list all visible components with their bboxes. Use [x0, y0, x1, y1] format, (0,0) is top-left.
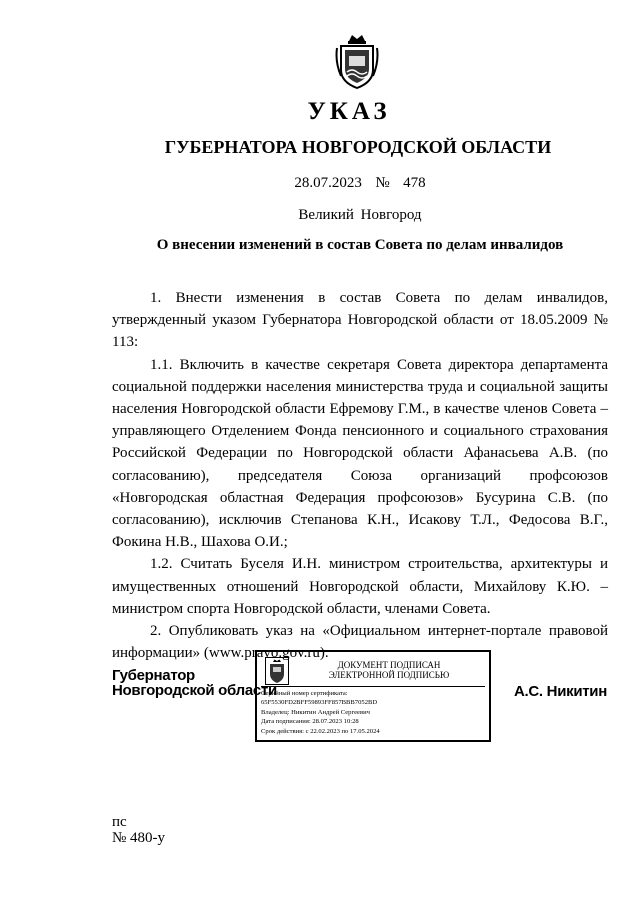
document-city: Великий Новгород — [298, 207, 422, 223]
document-type-title: УКАЗ — [307, 98, 391, 125]
footer-line1: пс — [112, 814, 127, 830]
signatory-role-line2: Новгородской области — [112, 682, 277, 699]
stamp-cert-serial: 65F5530FD2BFF59893FF857BBB7052BD — [261, 699, 378, 707]
footer-line2: № 480-у — [112, 830, 166, 846]
document-subject: О внесении изменений в состав Совета по делам инвалидов — [156, 237, 564, 253]
paragraph-1: 1. Внести изменения в состав Совета по делам инвалидов, утвержденный указом Губернатора Новгородской области от 18.05.2009 № 113: — [112, 290, 608, 351]
stamp-divider — [261, 686, 485, 687]
paragraph-2: 2. Опубликовать указ на «Официальном интернет-портале правовой информации» (www.pravo.gov.ru). — [112, 623, 608, 662]
stamp-cert-label: Серийный номер сертификата: — [261, 690, 348, 697]
document-date-number — [0, 175, 640, 192]
stamp-validity: Срок действия: с 22.02.2023 по 17.05.2024 — [261, 727, 380, 735]
signatory-role-line1: Губернатор — [112, 667, 195, 684]
stamp-coat-of-arms-icon — [265, 657, 289, 685]
document-number: 478 — [403, 175, 426, 191]
electronic-signature-stamp — [255, 650, 491, 742]
stamp-heading — [293, 660, 485, 680]
stamp-details — [261, 689, 380, 736]
document-body — [112, 287, 608, 664]
document-date: 28.07.2023 — [294, 175, 362, 191]
stamp-heading-line1: ДОКУМЕНТ ПОДПИСАН — [337, 660, 441, 670]
stamp-owner: Владелец: Никитин Андрей Сергеевич — [261, 708, 370, 716]
signatory-name: А.С. Никитин — [514, 683, 607, 700]
number-sign: № — [375, 175, 390, 191]
paragraph-1-1: 1.1. Включить в качестве секретаря Совета директора департамента социальной поддержки населения министерства труда и социальной защиты населения Новгородской области Ефремову Г.М., в качестве членов Совета – управляющего Отделением Фонда пенсионного и социального страхования Российской Федерации по Новгородской области Афанасьева А.В. (по согласованию), председателя Союза организаций профсоюзов «Новгородская областная Федерация профсоюзов» Бусурина С.В. (по согласованию), исключив Степанова К.Н., Исакову Т.Л., Федосова В.Г., Фокина Н.В., Шахова О.И.; — [112, 356, 608, 551]
stamp-heading-line2: ЭЛЕКТРОННОЙ ПОДПИСЬЮ — [328, 670, 450, 680]
document-footer — [112, 814, 165, 846]
signatory-role — [112, 668, 277, 698]
novgorod-coat-of-arms-icon — [335, 32, 379, 90]
stamp-signed-date: Дата подписания: 28.07.2023 10:28 — [261, 718, 359, 726]
document-issuer: ГУБЕРНАТОРА НОВГОРОДСКОЙ ОБЛАСТИ — [164, 137, 552, 157]
paragraph-1-2: 1.2. Считать Буселя И.Н. министром строительства, архитектуры и имущественных отношений Новгородской области, Михайлову К.Ю. – министром спорта Новгородской области, членами Совета. — [112, 556, 608, 617]
